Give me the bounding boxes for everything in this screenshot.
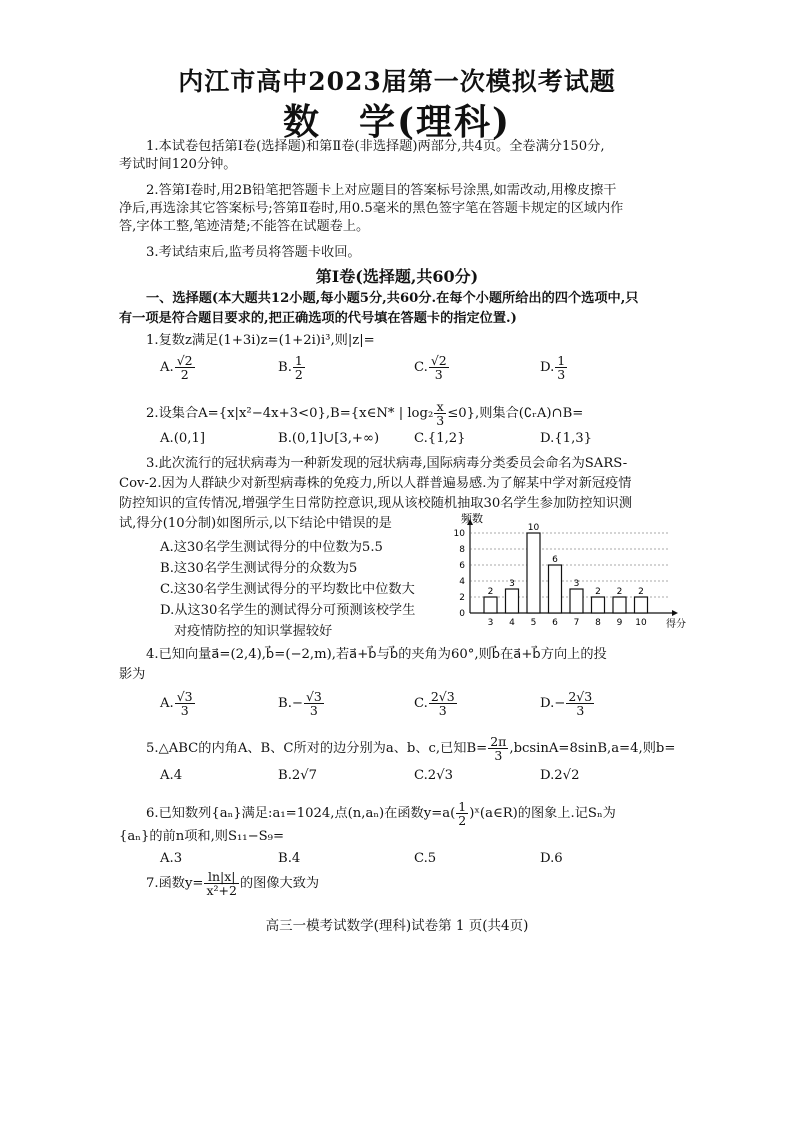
q7-stem: 7.函数y= $\frac{\ln|x|}{\text{x²+2}}$ 的图像大致为 xyxy=(146,869,320,899)
instruction-line-2: 有一项是符合题目要求的,把正确选项的代号填在答题卡的指定位置.) xyxy=(119,311,517,326)
instruction-line-1: 一、选择题(本大题共12小题,每小题5分,共60分.在每个小题所给出的四个选项中,只 xyxy=(146,291,639,306)
q1-option-a: A. $\frac{√2}{2}$ xyxy=(160,353,193,383)
q5-option-c: C.2√3 xyxy=(414,768,453,783)
q5-stem: 5.△ABC的内角A、B、C所对的边分别为a、b、c,已知B= $\frac{2\pi}{3}$ ,bcsinA=8sinB,a=4,则b= xyxy=(146,734,676,764)
q3-line-4: 试,得分(10分制)如图所示,以下结论中错误的是 xyxy=(119,516,392,531)
q4-line-2: 影为 xyxy=(119,667,146,682)
y-tick-label: 2 xyxy=(459,593,465,603)
q2-stem: 2.设集合A={x|x²−4x+3<0},B={x∈N* | log₂ $\frac{x}{3}$ ≤0},则集合(∁ᵣA)∩B= xyxy=(146,399,584,429)
q3-line-1: 3.此次流行的冠状病毒为一种新发现的冠状病毒,国际病毒分类委员会命名为SARS- xyxy=(146,456,628,471)
note-line-4: 净后,再选涂其它答案标号;答第Ⅱ卷时,用0.5毫米的黑色签字笔在答题卡规定的区域内作 xyxy=(119,201,624,216)
q3-line-3: 防控知识的宣传情况,增强学生日常防控意识,现从该校随机抽取30名学生参加防控知识测 xyxy=(119,496,633,511)
note-line-5: 答,字体工整,笔迹清楚;不能答在试题卷上。 xyxy=(119,219,370,234)
x-tick-label: 5 xyxy=(530,618,537,628)
q6-line-2: {aₙ}的前n项和,则S₁₁−S₉= xyxy=(119,829,284,844)
q4-option-a: A. $\frac{√3}{3}$ xyxy=(160,689,193,719)
q1-option-c: C. $\frac{√2}{3}$ xyxy=(414,353,447,383)
score-frequency-chart xyxy=(440,513,690,633)
y-tick-label: 4 xyxy=(459,577,465,587)
q2-option-d: D.{1,3} xyxy=(540,431,593,446)
bar xyxy=(592,597,605,613)
bar xyxy=(527,533,540,613)
q3-option-d-cont: 对疫情防控的知识掌握较好 xyxy=(174,624,333,639)
bar-value-label: 2 xyxy=(616,587,623,597)
note-line-6: 3.考试结束后,监考员将答题卡收回。 xyxy=(146,245,361,260)
q5-option-d: D.2√2 xyxy=(540,768,580,783)
x-axis-label: 得分 xyxy=(666,619,686,630)
subject-title: 数 学(理科) xyxy=(282,101,512,143)
bar-value-label: 2 xyxy=(487,587,494,597)
q3-option-d: D.从这30名学生的测试得分可预测该校学生 xyxy=(160,603,416,618)
y-axis-label: 频数 xyxy=(461,513,483,525)
section-title: 第Ⅰ卷(选择题,共60分) xyxy=(315,267,479,286)
x-tick-label: 8 xyxy=(595,618,601,628)
bar xyxy=(549,565,562,613)
bar xyxy=(484,597,497,613)
q5-option-b: B.2√7 xyxy=(278,768,318,783)
note-line-2: 考试时间120分钟。 xyxy=(119,157,237,172)
exam-title: 内江市高中2023届第一次模拟考试题 xyxy=(178,67,616,96)
y-tick-label: 10 xyxy=(453,529,465,539)
q6-stem: 6.已知数列{aₙ}满足:a₁=1024,点(n,aₙ)在函数y=a( $\frac{1}{2}$ )ˣ(a∈R)的图象上.记Sₙ为 xyxy=(146,799,616,829)
q6-option-a: A.3 xyxy=(160,851,183,866)
q5-option-a: A.4 xyxy=(160,768,183,783)
q4-line-1: 4.已知向量a⃗=(2,4),b⃗=(−2,m),若a⃗+b⃗与b⃗的夹角为60°,则b⃗在a⃗+b⃗方向上的投 xyxy=(146,647,607,662)
note-line-1: 1.本试卷包括第Ⅰ卷(选择题)和第Ⅱ卷(非选择题)两部分,共4页。全卷满分150分, xyxy=(146,139,605,154)
q1-stem: 1.复数z满足(1+3i)z=(1+2i)i³,则|z|= xyxy=(146,333,375,348)
bar-value-label: 10 xyxy=(527,523,540,533)
q3-option-c: C.这30名学生测试得分的平均数比中位数大 xyxy=(160,582,415,597)
q4-option-c: C. $\frac{2√3}{3}$ xyxy=(414,689,455,719)
x-axis-arrow xyxy=(672,610,678,616)
x-tick-label: 9 xyxy=(616,618,623,628)
x-tick-label: 3 xyxy=(487,618,494,628)
q2-option-a: A.(0,1] xyxy=(160,431,205,446)
q4-option-d: D.− $\frac{2√3}{3}$ xyxy=(540,689,593,719)
bar-value-label: 3 xyxy=(509,579,515,589)
q6-option-c: C.5 xyxy=(414,851,437,866)
note-line-3: 2.答第Ⅰ卷时,用2B铅笔把答题卡上对应题目的答案标号涂黑,如需改动,用橡皮擦干 xyxy=(146,183,617,198)
bar xyxy=(613,597,626,613)
bar-value-label: 3 xyxy=(573,579,580,589)
bar xyxy=(506,589,519,613)
q6-option-d: D.6 xyxy=(540,851,563,866)
bar-value-label: 6 xyxy=(552,555,558,565)
q1-option-b: B. $\frac{1}{2}$ xyxy=(278,353,303,383)
y-tick-label: 8 xyxy=(459,545,465,555)
q3-line-2: Cov-2.因为人群缺少对新型病毒株的免疫力,所以人群普遍易感.为了解某中学对新冠疫情 xyxy=(119,476,632,491)
q3-option-b: B.这30名学生测试得分的众数为5 xyxy=(160,561,358,576)
x-tick-label: 4 xyxy=(509,618,515,628)
y-tick-label: 0 xyxy=(459,609,465,619)
q6-option-b: B.4 xyxy=(278,851,301,866)
bar-value-label: 2 xyxy=(595,587,601,597)
q3-option-a: A.这30名学生测试得分的中位数为5.5 xyxy=(160,540,383,555)
x-tick-label: 7 xyxy=(573,618,580,628)
bar xyxy=(570,589,583,613)
q2-option-b: B.(0,1]∪[3,+∞) xyxy=(278,431,380,446)
bar-value-label: 2 xyxy=(638,587,644,597)
y-tick-label: 6 xyxy=(459,561,465,571)
page-footer: 高三一模考试数学(理科)试卷第 1 页(共4页) xyxy=(265,918,529,934)
x-tick-label: 6 xyxy=(552,618,558,628)
q4-option-b: B.− $\frac{√3}{3}$ xyxy=(278,689,322,719)
bar xyxy=(635,597,648,613)
q2-option-c: C.{1,2} xyxy=(414,431,466,446)
x-tick-label: 10 xyxy=(635,618,647,628)
q1-option-d: D. $\frac{1}{3}$ xyxy=(540,353,566,383)
